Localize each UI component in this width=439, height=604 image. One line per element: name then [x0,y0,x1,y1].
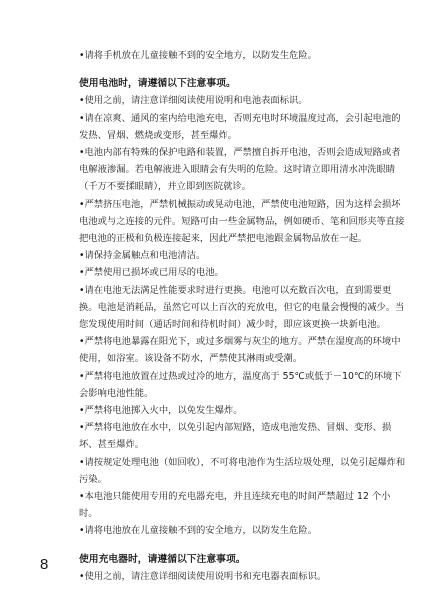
section-gap [79,64,406,75]
page-number: 8 [40,556,49,573]
battery-item: •电池内部有特殊的保护电路和装置，严禁擅自拆开电池，否则会造成短路或者电解液渗漏。若电解液进入眼睛会有失明的危险。这时请立即用清水冲洗眼睛（千万不要揉眼睛），并立即到医院就诊。 [79,147,401,193]
lead-paragraph: •请将手机放在儿童接触不到的安全地方，以防发生危险。 [79,50,317,61]
charger-section [79,551,406,585]
battery-item: •请在电池无法满足性能要求时进行更换。电池可以充数百次电，直到需要更换。电池是消耗品，虽然它可以上百次的充放电，但它的电量会慢慢的减少。当您发现使用时间（通话时间和待机时间）减少时，即应该更换一块新电池。 [79,284,405,331]
section-gap [79,540,406,551]
battery-section-heading: 使用电池时，请遵循以下注意事项。 [79,78,236,90]
battery-item: •请将电池放在儿童接触不到的安全地方，以防发生危险。 [79,525,317,537]
battery-item: •请按规定处理电池（如回收），不可将电池作为生活垃圾处理，以免引起爆炸和污染。 [79,456,406,485]
charger-section-heading: 使用充电器时，请遵循以下注意事项。 [79,553,246,565]
battery-item: •严禁挤压电池，严禁机械振动或晃动电池，严禁使电池短路，因为这样会损坏电池或与之连接的元件。短路可由一些金属物品，例如硬币、笔和回形夹等直接把电池的正极和负极连接起来，因此严禁把电池跟金属物品放在一起。 [79,198,405,245]
battery-item: •严禁将电池暴露在阳光下，或过多烟雾与灰尘的地方。严禁在湿度高的环境中使用，如浴室。该设备不防水，严禁使其淋雨或受潮。 [79,336,401,365]
battery-item: •严禁使用已损坏或已用尽的电池。 [79,267,224,279]
battery-item: •严禁将电池放置在过热或过冷的地方，温度高于 55℃或低于－10℃的环境下会影响电池性能。 [79,370,402,399]
battery-item: •严禁将电池掷入火中，以免发生爆炸。 [79,405,243,417]
page-content [79,47,406,585]
battery-item: •请在凉爽、通风的室内给电池充电，否则充电时环境温度过高，会引起电池的发热、冒烟、燃烧或变形，甚至爆炸。 [79,112,401,141]
battery-item: •严禁将电池放在水中，以免引起内部短路，造成电池发热、冒烟、变形、损坏、甚至爆炸。 [79,422,392,451]
charger-item: •使用之前，请注意详细阅读使用说明书和充电器表面标识。 [79,570,327,582]
battery-section [79,75,406,539]
battery-item: •请保持金属触点和电池清洁。 [79,250,206,262]
battery-item: •使用之前，请注意详细阅读使用说明和电池表面标识。 [79,95,308,107]
battery-item: •本电池只能使用专用的充电器充电，并且连续充电的时间严禁超过 12 个小时。 [79,491,391,520]
